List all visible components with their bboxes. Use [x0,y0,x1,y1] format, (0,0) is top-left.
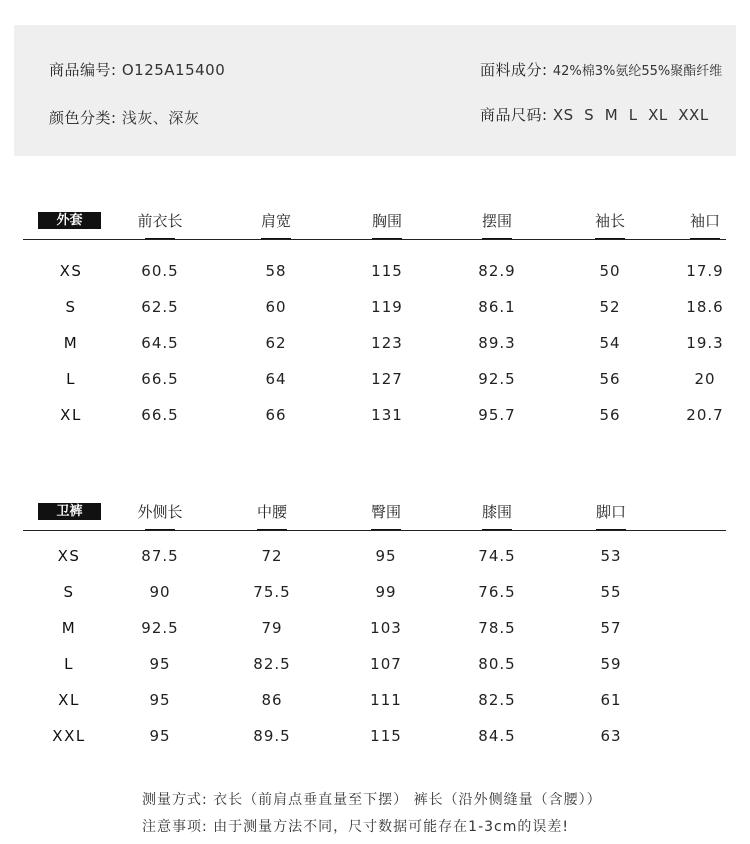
sizes-value: XS S M L XL XXL [552,106,709,124]
jacket-header-5: 袖口 [689,212,721,230]
jacket-cell: 64 [265,370,287,388]
pants-row-size: XL [58,691,80,709]
pants-cell: 76.5 [478,583,516,601]
jacket-cell: 62.5 [141,298,179,316]
pants-cell: 86 [261,691,283,709]
pants-cell: 89.5 [253,727,291,745]
jacket-cell: 123 [371,334,403,352]
pants-cell: 82.5 [253,655,291,673]
jacket-cell: 50 [599,262,621,280]
jacket-cell: 92.5 [478,370,516,388]
jacket-cell: 131 [371,406,403,424]
jacket-row-size: XL [60,406,82,424]
pants-cell: 95 [149,691,171,709]
sizes-label: 商品尺码: [480,106,548,124]
jacket-header-rule [23,239,726,240]
jacket-row-size: XS [59,262,83,280]
jacket-header-1: 肩宽 [260,212,292,230]
caution-note: 注意事项: 由于测量方法不同，尺寸数据可能存在1-3cm的误差! [142,819,569,835]
jacket-cell: 115 [371,262,403,280]
pants-cell: 111 [370,691,402,709]
pants-cell: 80.5 [478,655,516,673]
jacket-row-size: M [63,334,79,352]
jacket-header-2: 胸围 [371,212,403,230]
product-info-panel [14,25,736,156]
pants-cell: 82.5 [478,691,516,709]
jacket-row-size: S [65,298,77,316]
jacket-cell: 18.6 [686,298,724,316]
jacket-cell: 64.5 [141,334,179,352]
pants-cell: 55 [600,583,622,601]
jacket-cell: 95.7 [478,406,516,424]
pants-cell: 103 [370,619,402,637]
pants-cell: 99 [375,583,397,601]
fabric-label: 面料成分: [480,61,548,79]
jacket-header-0: 前衣长 [137,212,183,230]
fabric-value: 42%棉3%氨纶55%聚酯纤维 [552,64,723,79]
jacket-cell: 56 [599,406,621,424]
pants-cell: 92.5 [141,619,179,637]
pants-header-4: 脚口 [595,503,627,521]
item-number-value: O125A15400 [121,61,226,79]
fabric-line [480,59,746,80]
jacket-cell: 56 [599,370,621,388]
jacket-cell: 86.1 [478,298,516,316]
pants-row-size: XS [57,547,81,565]
jacket-header-4: 袖长 [594,212,626,230]
pants-cell: 75.5 [253,583,291,601]
jacket-cell: 62 [265,334,287,352]
pants-header-rule [23,530,726,531]
pants-cell: 107 [370,655,402,673]
pants-header-0: 外侧长 [137,503,183,521]
jacket-cell: 82.9 [478,262,516,280]
pants-cell: 63 [600,727,622,745]
pants-cell: 61 [600,691,622,709]
pants-cell: 53 [600,547,622,565]
pants-row-size: XXL [52,727,86,745]
jacket-cell: 66.5 [141,370,179,388]
jacket-cell: 89.3 [478,334,516,352]
jacket-cell: 119 [371,298,403,316]
jacket-cell: 60 [265,298,287,316]
pants-header-2: 臀围 [370,503,402,521]
pants-cell: 84.5 [478,727,516,745]
pants-cell: 78.5 [478,619,516,637]
pants-row-size: L [64,655,74,673]
jacket-cell: 52 [599,298,621,316]
pants-header-1: 中腰 [256,503,288,521]
pants-cell: 57 [600,619,622,637]
jacket-cell: 60.5 [141,262,179,280]
pants-tag: 卫裤 [38,503,101,520]
pants-cell: 115 [370,727,402,745]
pants-row-size: M [61,619,77,637]
pants-row-size: S [63,583,75,601]
pants-cell: 95 [149,655,171,673]
measure-note: 测量方式: 衣长（前肩点垂直量至下摆） 裤长（沿外侧缝量（含腰）） [142,792,602,808]
pants-cell: 79 [261,619,283,637]
color-label: 颜色分类: [49,109,117,127]
jacket-cell: 19.3 [686,334,724,352]
jacket-cell: 66 [265,406,287,424]
jacket-cell: 58 [265,262,287,280]
jacket-cell: 20.7 [686,406,724,424]
item-number-label: 商品编号: [49,61,117,79]
jacket-cell: 20 [694,370,716,388]
color-value: 浅灰、深灰 [121,109,200,127]
pants-cell: 87.5 [141,547,179,565]
item-number-line [49,59,225,80]
pants-cell: 74.5 [478,547,516,565]
pants-cell: 90 [149,583,171,601]
color-line [49,107,199,128]
jacket-cell: 127 [371,370,403,388]
jacket-tag: 外套 [38,212,101,229]
sizes-line [480,104,709,125]
jacket-cell: 54 [599,334,621,352]
jacket-header-3: 摆围 [481,212,513,230]
pants-cell: 95 [375,547,397,565]
jacket-cell: 66.5 [141,406,179,424]
pants-cell: 59 [600,655,622,673]
jacket-row-size: L [66,370,76,388]
pants-cell: 72 [261,547,283,565]
pants-cell: 95 [149,727,171,745]
pants-header-3: 膝围 [481,503,513,521]
jacket-cell: 17.9 [686,262,724,280]
